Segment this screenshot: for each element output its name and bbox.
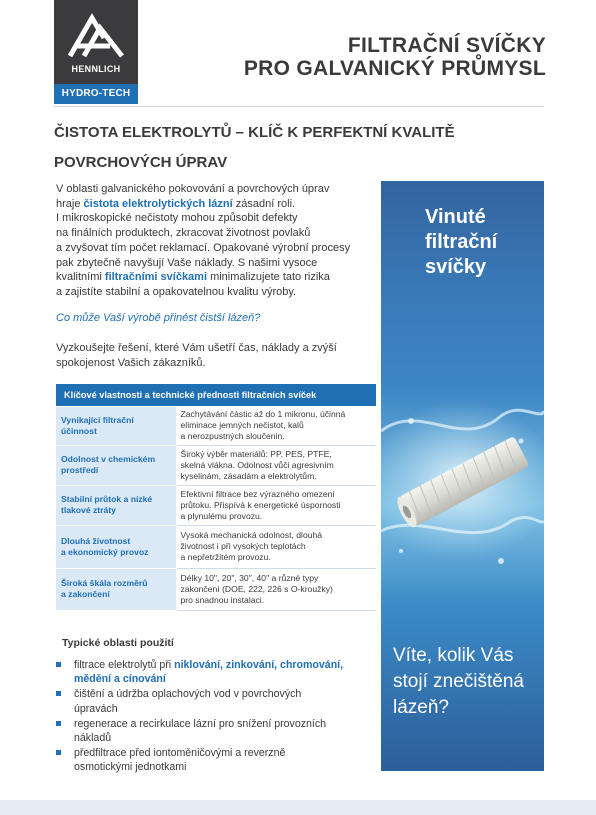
list-item [56, 687, 376, 715]
intro-text: kvalitními [56, 271, 105, 284]
features-table [56, 384, 376, 611]
banner-question-line: stojí znečištěná [393, 671, 524, 692]
intro-line: na finálních produktech, zkracovat životnost povlaků [56, 227, 311, 240]
desc-line: Zachytávání částic až do 1 mikronu, účinná [180, 409, 346, 419]
desc-line: Efektivní filtrace bez výrazného omezení [180, 488, 335, 499]
list-item [56, 746, 376, 774]
cta-line: Vyzkoušejte řešení, které Vám ušetří čas, náklady a zvýší [56, 342, 337, 354]
feature-line: Široká škála rozměrů [61, 578, 148, 589]
desc-line: pro snadnou instalaci. [180, 594, 265, 605]
intro-line [56, 197, 378, 212]
section-headline [54, 118, 534, 178]
desc-line: Délky 10", 20", 30", 40" a různé typy [180, 572, 319, 583]
filter-cartridge-splash-image [381, 361, 544, 611]
intro-line [56, 270, 378, 285]
cta-line: spokojenost Vašich zákazníků. [56, 356, 206, 369]
table-header: Klíčové vlastnosti a technické přednosti filtračních svíček [56, 384, 376, 406]
bullet-square-icon [56, 721, 61, 726]
intro-line: a zvyšovat tím počet reklamací. Opakované výrobní procesy [56, 241, 351, 254]
item-line: předfiltrace před iontoměničovými a reverzně [74, 747, 286, 760]
item-highlight: niklování, zinkování, chromování, [174, 659, 344, 671]
headline-line-1: ČISTOTA ELEKTROLYTŮ – KLÍČ K PERFEKTNÍ KVALITĚ [54, 124, 455, 141]
feature-line: Dlouhá životnost [61, 535, 131, 546]
banner-title-line: Vinuté [425, 206, 486, 228]
desc-line: Široký výběr materiálů: PP, PES, PTFE, [180, 448, 332, 459]
intro-line: pak zbytečně navyšují Vaše náklady. S našimi vysoce [56, 256, 318, 269]
banner-question-line: Víte, kolik Vás [393, 645, 514, 666]
desc-line: zakončení (DOE, 222, 226 s O-kroužky) [180, 583, 333, 594]
desc-line: a plynulému provozu. [180, 510, 263, 521]
banner-question-line: lázeň? [393, 697, 449, 718]
item-line [74, 658, 376, 672]
desc-line: skelná vlákna. Odolnost vůči agresivním [180, 459, 334, 470]
feature-description [176, 485, 376, 525]
item-line: osmotickými jednotkami [74, 761, 187, 774]
headline-line-2: POVRCHOVÝCH ÚPRAV [54, 154, 228, 171]
feature-name [56, 445, 176, 485]
feature-line: Vynikající filtrační [61, 414, 134, 425]
desc-line: kyselinám, zásadám a elektrolytům. [180, 470, 317, 481]
feature-description [176, 525, 376, 568]
title-line-1: FILTRAČNÍ SVÍČKY [347, 34, 546, 57]
document-title [244, 34, 546, 80]
table-row [56, 485, 376, 525]
title-line-2: PRO GALVANICKÝ PRŮMYSL [243, 57, 546, 80]
intro-text: minimalizujete tato rizika [207, 271, 330, 284]
intro-paragraph [56, 182, 378, 300]
list-item [56, 658, 376, 686]
item-line: čištění a údržba oplachových vod v povrchových [74, 688, 302, 701]
intro-text: hraje [56, 197, 84, 210]
company-logo [54, 0, 138, 104]
table-row [56, 568, 376, 610]
footer-band [0, 800, 596, 815]
table-row [56, 525, 376, 568]
feature-description [176, 406, 376, 445]
feature-name [56, 568, 176, 610]
item-line: nákladů [74, 732, 112, 745]
promo-banner [381, 181, 544, 771]
bullet-square-icon [56, 750, 61, 755]
question-text: Co může Vaší výrobě přinést čistší lázeň? [56, 312, 261, 324]
intro-line: V oblasti galvanického pokovování a povrchových úprav [56, 183, 330, 195]
desc-line: eliminace jemných nečistot, kalů [180, 420, 304, 430]
header-divider [54, 106, 544, 107]
feature-line: a zakončení [61, 589, 110, 600]
desc-line: průtoku. Přispívá k energetické úspornosti [180, 499, 341, 510]
desc-line: a nepřetržitém provozu. [180, 552, 271, 562]
logo-division-text: HYDRO-TECH [54, 84, 138, 104]
cta-paragraph [56, 341, 366, 370]
desc-line: a nerozpustných sloučenin. [180, 431, 285, 441]
feature-description [176, 445, 376, 485]
applications-list [56, 658, 376, 776]
item-highlight: mědění a cínování [74, 673, 166, 686]
feature-line: a ekonomický provoz [61, 546, 149, 557]
bullet-square-icon [56, 691, 61, 696]
item-line: úpravách [74, 702, 118, 715]
feature-line: Stabilní průtok a nízké [61, 494, 153, 504]
applications-title: Typické oblasti použití [62, 637, 174, 649]
bullet-square-icon [56, 662, 61, 667]
feature-line: účinnost [61, 425, 97, 436]
banner-question [393, 643, 543, 721]
item-line: regenerace a recirkulace lázní pro snížení provozních [74, 717, 327, 730]
banner-title [425, 205, 497, 280]
feature-line: tlakové ztráty [61, 505, 116, 515]
logo-brand-text: HENNLICH [71, 64, 121, 74]
table-row [56, 406, 376, 445]
feature-name [56, 485, 176, 525]
logo-emblem-icon [64, 10, 128, 62]
intro-highlight: čistota elektrolytických lázní [83, 197, 233, 210]
feature-description [176, 568, 376, 610]
feature-name [56, 525, 176, 568]
list-item [56, 717, 376, 745]
table-row [56, 445, 376, 485]
desc-line: životnost i při vysokých teplotách [180, 541, 306, 551]
feature-line: Odolnost v chemickém [61, 454, 156, 464]
intro-text: zásadní roli. [232, 197, 296, 210]
feature-name [56, 406, 176, 445]
intro-line: I mikroskopické nečistoty mohou způsobit defekty [56, 212, 298, 225]
intro-line: a zajistíte stabilní a opakovatelnou kvalitu výroby. [56, 285, 297, 298]
feature-line: prostředí [61, 465, 99, 475]
desc-line: Vysoká mechanická odolnost, dlouhá [180, 530, 323, 540]
banner-title-line: filtrační [425, 231, 498, 253]
intro-highlight: filtračními svíčkami [104, 271, 208, 284]
banner-title-line: svíčky [425, 256, 487, 278]
item-text: filtrace elektrolytů při [74, 659, 175, 671]
